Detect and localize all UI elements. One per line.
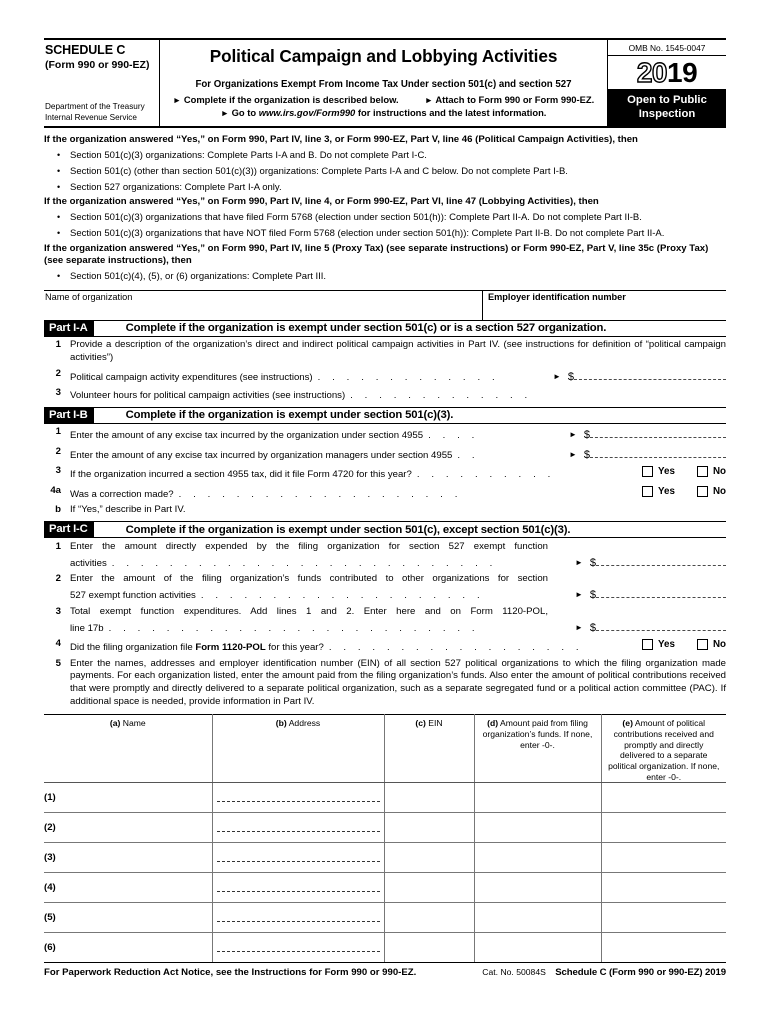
part-ia-line-2 <box>44 368 726 385</box>
entity-identification-row <box>44 290 726 320</box>
currency-symbol: $ <box>589 621 596 634</box>
complete-if-directive <box>173 94 399 105</box>
open-to-public-line-1: Open to Public <box>627 93 707 106</box>
row-address-cell[interactable] <box>212 903 384 933</box>
no-option-ic-4[interactable] <box>697 638 726 651</box>
table-row <box>44 903 726 933</box>
triangle-right-icon: ► <box>220 107 229 118</box>
row-address-cell[interactable] <box>212 873 384 903</box>
line-text: Political campaign activity expenditures (see instructions) <box>70 371 313 383</box>
part-ic-line-3 <box>44 606 726 636</box>
row-contributions-cell[interactable] <box>601 783 726 813</box>
ein-field[interactable] <box>483 291 726 320</box>
organization-name-label: Name of organization <box>45 291 133 302</box>
row-contributions-cell[interactable] <box>601 843 726 873</box>
column-header-name <box>44 715 212 783</box>
column-label: Amount of political contributions received and promptly and directly delivered to a separate political organization. If none, enter -0-. <box>608 718 720 782</box>
part-ic-title: Complete if the organization is exempt under section 501(c), except section 501(c)(3). <box>125 523 571 536</box>
triangle-right-icon: ► <box>424 94 434 105</box>
instruction-bullet: • Section 501(c)(3) organizations that have NOT filed Form 5768 (election under section 501(h)): Complete Part II-B. Do not complete Part II-A. <box>44 228 726 240</box>
line-text <box>70 642 324 655</box>
amount-input-line-ic-1[interactable] <box>596 554 726 566</box>
table-row <box>44 843 726 873</box>
tax-year-yy: 19 <box>667 56 698 88</box>
row-label-name-cell[interactable]: (5) <box>44 903 212 933</box>
header-subtitle: For Organizations Exempt From Income Tax Under section 501(c) and section 527 <box>195 78 572 90</box>
line-text: Enter the names, addresses and employer identification number (EIN) of all section 527 political organizations to which the filing organization made payments. For each organization listed, enter the amount paid from the filing organization’s funds. Also enter the amount of political contributions received that were promptly and directly delivered to a separate political organization, such as a separate segregated fund or a political action committee (PAC). If additional space is needed, provide information in Part IV. <box>70 657 726 708</box>
row-label-name-cell[interactable]: (2) <box>44 813 212 843</box>
part-ib-title: Complete if the organization is exempt under section 501(c)(3). <box>125 409 454 422</box>
column-label: EIN <box>428 718 443 729</box>
ein-label: Employer identification number <box>488 291 626 302</box>
checkbox-no[interactable] <box>697 466 708 477</box>
line-text: If the organization incurred a section 4955 tax, did it file Form 4720 for this year? <box>70 469 412 481</box>
currency-symbol: $ <box>589 589 596 602</box>
part-ib-tag: Part I-B <box>44 408 94 423</box>
amount-input-line-ic-3[interactable] <box>596 619 726 631</box>
leader-dots: . . . . . . . . . . . . . . . . . . . . <box>200 590 485 602</box>
paperwork-reduction-notice: For Paperwork Reduction Act Notice, see the Instructions for Form 990 or 990-EZ. <box>44 967 417 979</box>
row-address-cell[interactable] <box>212 813 384 843</box>
checkbox-yes-label: Yes <box>658 485 675 497</box>
department-line-1: Department of the Treasury <box>45 102 145 111</box>
line-number: 2 <box>55 367 61 379</box>
line-text-pre: Did the filing organization file <box>70 642 196 654</box>
currency-symbol: $ <box>567 370 574 383</box>
row-label-name-cell[interactable]: (3) <box>44 843 212 873</box>
row-amount-paid-cell[interactable] <box>474 813 601 843</box>
column-header-address <box>212 715 384 783</box>
row-address-cell[interactable] <box>212 843 384 873</box>
line-text-post: for this year? <box>265 642 324 654</box>
line-text: Enter the amount of the filing organization’s funds contributed to other organizations for section <box>70 573 548 585</box>
triangle-right-icon: ► <box>574 557 583 567</box>
currency-symbol: $ <box>583 429 590 442</box>
table-row <box>44 873 726 903</box>
column-label: Name <box>122 718 146 729</box>
part-ia-line-1 <box>44 339 726 365</box>
amount-input-line-ib-1[interactable] <box>590 426 726 438</box>
row-amount-paid-cell[interactable] <box>474 933 601 963</box>
part-ib-line-2 <box>44 446 726 463</box>
instruction-heading-1: If the organization answered “Yes,” on Form 990, Part IV, line 3, or Form 990-EZ, Part V, line 46 (Political Campaign Activities), then <box>44 134 638 145</box>
column-marker: (b) <box>275 718 287 729</box>
row-amount-paid-cell[interactable] <box>474 783 601 813</box>
triangle-right-icon: ► <box>574 590 583 600</box>
tax-year-century: 20 <box>636 56 667 88</box>
yes-option-ib-4a[interactable] <box>642 485 675 498</box>
part-ia-line-3 <box>44 387 726 403</box>
table-row <box>44 933 726 963</box>
column-marker: (d) <box>487 718 499 729</box>
line-number: 1 <box>55 339 61 351</box>
checkbox-yes-label: Yes <box>658 466 675 478</box>
column-label: Address <box>288 718 321 729</box>
line-text-cont: 527 exempt function activities <box>70 590 196 602</box>
part-ia-bar <box>44 320 726 337</box>
part-ib-line-3 <box>44 465 726 482</box>
triangle-right-icon: ► <box>568 430 577 440</box>
yes-option-ib-3[interactable] <box>642 465 675 478</box>
line-number: 3 <box>55 465 61 477</box>
line-text: If “Yes,” describe in Part IV. <box>70 504 186 516</box>
leader-dots: . . . . . . . . . . . . . . . . . . . . . . . . . . . <box>111 557 497 569</box>
schedule-name: SCHEDULE C <box>45 43 126 57</box>
line-text-cont: line 17b <box>70 622 104 634</box>
political-organizations-table <box>44 714 726 963</box>
leader-dots: . . . . <box>428 430 479 442</box>
leader-dots: . . . . . . . . . . <box>416 469 555 481</box>
line-text: Provide a description of the organization’s direct and indirect political campaign activities in Part IV. (see instructions for definition of “political campaign activities”) <box>70 339 726 364</box>
checkbox-no[interactable] <box>697 486 708 497</box>
row-ein-cell[interactable] <box>384 783 474 813</box>
table-body <box>44 783 726 963</box>
line-number: b <box>55 504 61 516</box>
attach-to-directive <box>425 94 595 105</box>
no-option-ib-4a[interactable] <box>697 485 726 498</box>
part-ib-bar <box>44 407 726 424</box>
checkbox-no-label: No <box>712 638 726 650</box>
leader-dots: . . . . . . . . . . . . . . . . . . . . <box>178 488 462 500</box>
line-text: Enter the amount directly expended by the filing organization for section 527 exempt function <box>70 540 548 552</box>
part-ic-line-5 <box>44 658 726 710</box>
line-text: Volunteer hours for political campaign activities (see instructions) <box>70 390 346 401</box>
header-directives <box>164 94 603 105</box>
goto-directive <box>164 107 603 118</box>
schedule-footer-label: Schedule C (Form 990 or 990-EZ) 2019 <box>555 967 726 979</box>
row-contributions-cell[interactable] <box>601 873 726 903</box>
line-number: 4a <box>50 484 61 496</box>
part-ic-line-4 <box>44 638 726 655</box>
form-1120-pol-ref: Form 1120-POL <box>195 642 266 654</box>
row-amount-paid-cell[interactable] <box>474 873 601 903</box>
row-amount-paid-cell[interactable] <box>474 903 601 933</box>
triangle-right-icon: ► <box>574 622 583 632</box>
instruction-bullet: • Section 501(c)(4), (5), or (6) organizations: Complete Part III. <box>44 271 726 283</box>
leader-dots: . . . . . . . . . . . . . <box>350 390 532 401</box>
row-amount-paid-cell[interactable] <box>474 843 601 873</box>
line-text: Was a correction made? <box>70 488 174 500</box>
checkbox-yes[interactable] <box>642 466 653 477</box>
checkbox-yes[interactable] <box>642 486 653 497</box>
catalog-number: Cat. No. 50084S <box>482 967 546 978</box>
row-contributions-cell[interactable] <box>601 813 726 843</box>
line-number: 2 <box>55 445 61 457</box>
checkbox-yes[interactable] <box>642 639 653 650</box>
goto-prefix: Go to <box>231 106 257 118</box>
checkbox-no-label: No <box>712 485 726 497</box>
tax-year <box>636 56 698 88</box>
triangle-right-icon: ► <box>552 371 561 381</box>
instruction-bullet: • Section 501(c)(3) organizations: Complete Parts I-A and B. Do not complete Part I-C. <box>44 150 726 162</box>
part-ic-line-1 <box>44 541 726 571</box>
row-ein-cell[interactable] <box>384 903 474 933</box>
instructions-block <box>44 128 726 284</box>
line-number: 2 <box>55 573 61 585</box>
column-header-ein <box>384 715 474 783</box>
no-option-ib-3[interactable] <box>697 465 726 478</box>
omb-number: OMB No. 1545-0047 <box>608 40 726 56</box>
instruction-heading-2: If the organization answered “Yes,” on Form 990, Part IV, line 4, or Form 990-EZ, Part VI, line 47 (Lobbying Activities), then <box>44 196 599 208</box>
line-number: 4 <box>55 637 61 649</box>
attach-to-text: Attach to Form 990 or Form 990-EZ. <box>435 93 595 105</box>
row-ein-cell[interactable] <box>384 933 474 963</box>
schedule-form-ref: (Form 990 or 990-EZ) <box>45 58 150 71</box>
instruction-bullet: • Section 501(c)(3) organizations that have filed Form 5768 (election under section 501(h)): Complete Part II-A. Do not complete Part II-B. <box>44 212 726 224</box>
row-address-cell[interactable] <box>212 933 384 963</box>
row-ein-cell[interactable] <box>384 843 474 873</box>
header-left-block <box>44 40 160 126</box>
line-number: 1 <box>55 540 61 552</box>
row-address-cell[interactable] <box>212 783 384 813</box>
row-label-name-cell[interactable]: (4) <box>44 873 212 903</box>
part-ia-title: Complete if the organization is exempt under section 501(c) or is a section 527 organization. <box>125 322 607 335</box>
column-label: Amount paid from filing organization’s funds. If none, enter -0-. <box>482 718 593 750</box>
checkbox-no[interactable] <box>697 639 708 650</box>
part-ib-line-1 <box>44 426 726 443</box>
part-ic-bar <box>44 521 726 538</box>
leader-dots: . . . . . . . . . . . . . . . . . . <box>328 642 584 654</box>
part-ib-line-4b <box>44 504 726 517</box>
instruction-bullet: • Section 501(c) (other than section 501(c)(3)) organizations: Complete Parts I-A and C below. Do not complete Part I-B. <box>44 166 726 178</box>
leader-dots: . . <box>457 449 480 461</box>
instruction-heading-3: If the organization answered “Yes,” on Form 990, Part IV, line 5 (Proxy Tax) (see separate instructions) or Form 990-EZ, Part V, line 35c (Proxy Tax) (see separate instructions), then <box>44 242 709 267</box>
volunteer-hours-input[interactable] <box>578 387 726 398</box>
line-number: 3 <box>55 387 61 398</box>
page-title: Political Campaign and Lobbying Activities <box>209 46 558 66</box>
tax-year-box <box>608 56 726 90</box>
form-header <box>44 38 726 128</box>
part-ic-line-2 <box>44 573 726 603</box>
row-ein-cell[interactable] <box>384 873 474 903</box>
instruction-bullet: • Section 527 organizations: Complete Part I-A only. <box>44 182 726 194</box>
department-block <box>45 102 155 126</box>
header-right-block <box>608 40 726 126</box>
checkbox-yes-label: Yes <box>658 638 675 650</box>
column-marker: (c) <box>415 718 426 729</box>
department-line-2: Internal Revenue Service <box>45 112 137 122</box>
amount-input-line-ia-2[interactable] <box>574 368 726 380</box>
amount-input-line-ic-2[interactable] <box>596 586 726 598</box>
leader-dots: . . . . . . . . . . . . . <box>317 371 500 383</box>
row-contributions-cell[interactable] <box>601 933 726 963</box>
line-text: Total exempt function expenditures. Add lines 1 and 2. Enter here and on Form 1120-POL, <box>70 605 548 617</box>
row-contributions-cell[interactable] <box>601 903 726 933</box>
goto-suffix: for instructions and the latest information. <box>357 106 547 118</box>
open-to-public-inspection-badge <box>608 90 726 126</box>
complete-if-text: Complete if the organization is described below. <box>183 93 399 105</box>
row-label-name-cell[interactable]: (6) <box>44 933 212 963</box>
header-title-block <box>160 40 608 126</box>
column-header-contributions-received <box>601 715 726 783</box>
table-row <box>44 813 726 843</box>
table-row <box>44 783 726 813</box>
currency-symbol: $ <box>589 556 596 569</box>
row-label-name-cell[interactable]: (1) <box>44 783 212 813</box>
line-text-cont: activities <box>70 557 107 569</box>
organization-name-field[interactable] <box>44 291 483 320</box>
yes-option-ic-4[interactable] <box>642 638 675 651</box>
line-text: Enter the amount of any excise tax incurred by the organization under section 4955 <box>70 430 424 442</box>
open-to-public-line-2: Inspection <box>638 107 696 120</box>
amount-input-line-ib-2[interactable] <box>590 446 726 458</box>
line-number: 5 <box>55 657 61 669</box>
table-header-row <box>44 715 726 783</box>
triangle-right-icon: ► <box>172 94 182 105</box>
part-ib-line-4a <box>44 485 726 502</box>
leader-dots: . . . . . . . . . . . . . . . . . . . . . . . . . . <box>108 622 480 634</box>
triangle-right-icon: ► <box>568 449 577 459</box>
column-marker: (e) <box>622 718 633 729</box>
line-number: 3 <box>55 605 61 617</box>
row-ein-cell[interactable] <box>384 813 474 843</box>
table-header <box>44 715 726 783</box>
form-footer <box>44 963 726 978</box>
checkbox-no-label: No <box>712 466 726 478</box>
currency-symbol: $ <box>583 448 590 461</box>
part-ic-tag: Part I-C <box>44 522 94 537</box>
column-header-amount-paid <box>474 715 601 783</box>
column-marker: (a) <box>109 718 121 729</box>
part-ia-tag: Part I-A <box>44 321 94 336</box>
irs-website-link[interactable]: www.irs.gov/Form990 <box>258 106 356 118</box>
line-text: Enter the amount of any excise tax incurred by organization managers under section 4955 <box>70 449 453 461</box>
line-number: 1 <box>55 426 61 438</box>
